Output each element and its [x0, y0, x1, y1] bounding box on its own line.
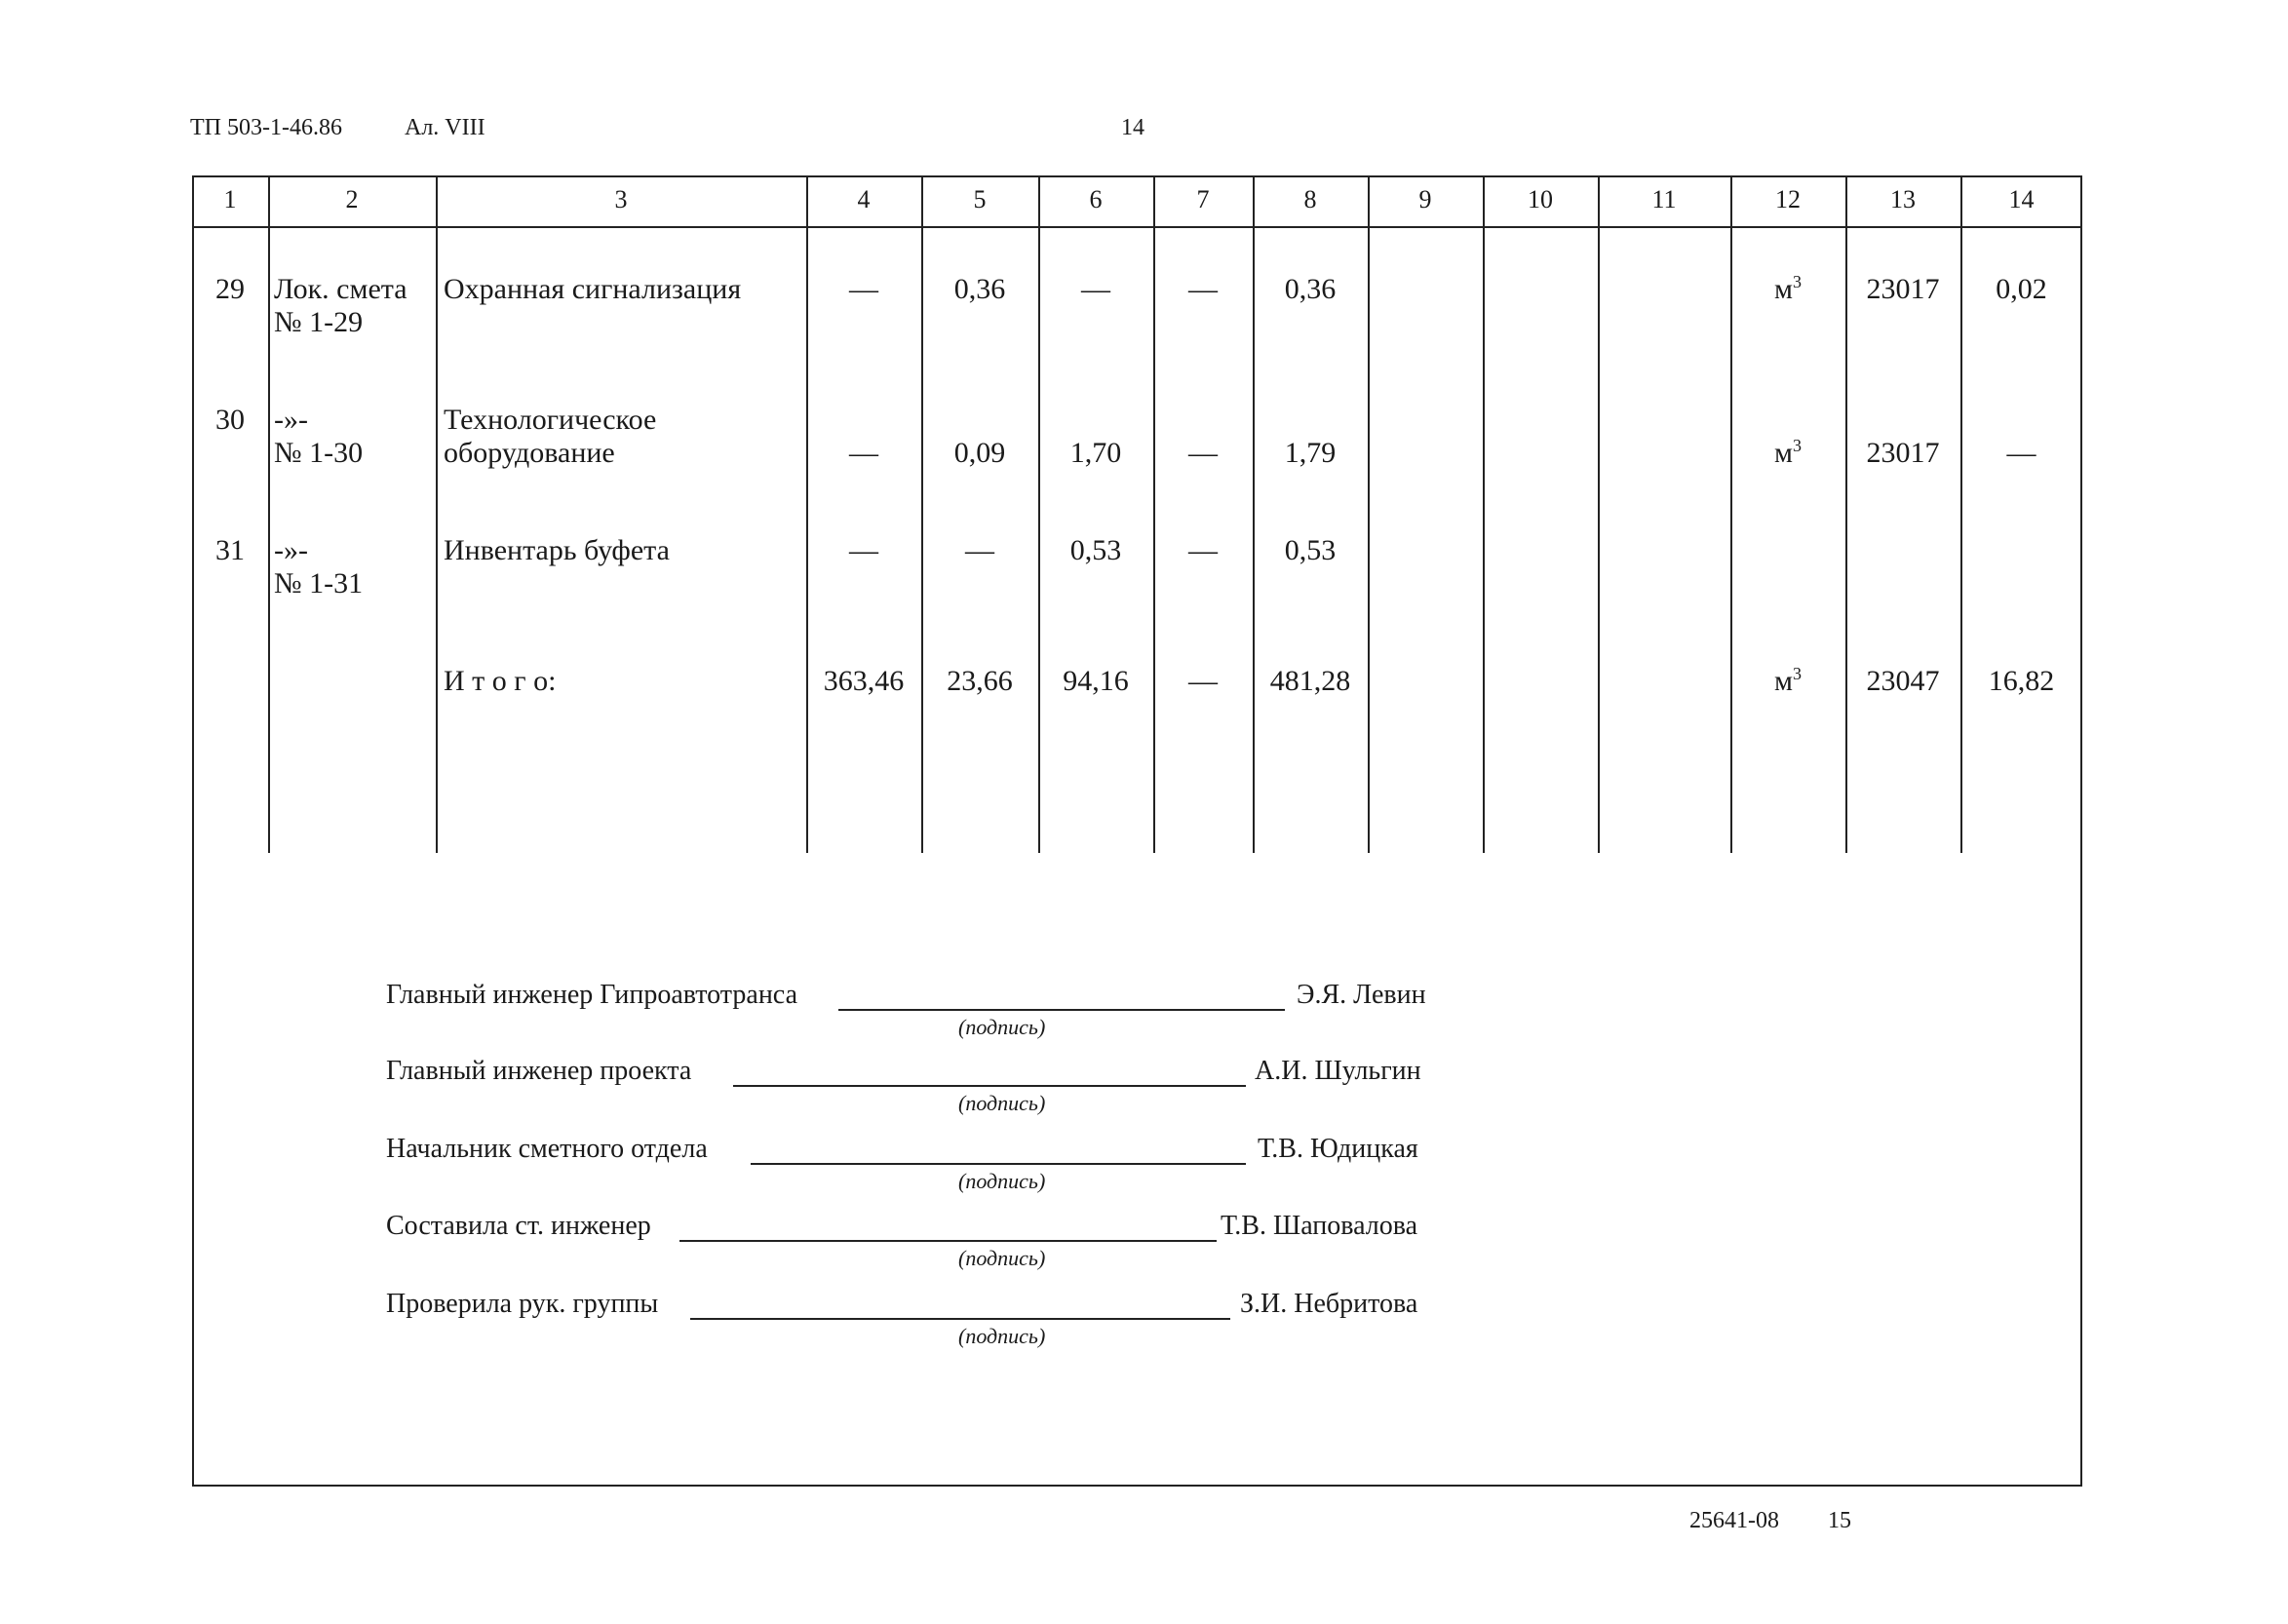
- unit-exponent: 3: [1792, 664, 1802, 683]
- cost-5: 23,66: [947, 665, 1013, 697]
- column-header: 11: [1651, 185, 1677, 213]
- item-name: Охранная сигнализация: [444, 273, 742, 305]
- signature-role: Главный инженер Гипроавтотранса: [386, 980, 797, 1010]
- signature-person: Т.В. Юдицкая: [1258, 1134, 1418, 1164]
- album-label: Ал. VIII: [405, 115, 485, 140]
- column-divider: [1598, 175, 1600, 853]
- column-header: 5: [973, 185, 987, 213]
- item-name: Технологическое: [444, 404, 657, 436]
- item-name: Инвентарь буфета: [444, 534, 670, 566]
- column-header: 8: [1303, 185, 1317, 213]
- row-number: 31: [215, 534, 245, 566]
- signature-line: [690, 1318, 1230, 1320]
- cost-14: —: [2006, 437, 2036, 469]
- cost-4: —: [849, 437, 878, 469]
- unit-cell: [1730, 665, 1845, 698]
- signature-line: [838, 1009, 1285, 1011]
- column-header: 10: [1528, 185, 1553, 213]
- price-code: 23047: [1866, 665, 1940, 697]
- cost-7: —: [1188, 665, 1218, 697]
- cost-6: 94,16: [1063, 665, 1129, 697]
- item-name-cont: оборудование: [444, 437, 615, 469]
- cost-6: —: [1081, 273, 1110, 305]
- unit-base: м: [1774, 437, 1793, 469]
- item-name: И т о г о:: [444, 665, 557, 697]
- column-divider: [1368, 175, 1370, 853]
- cost-14: 16,82: [1988, 665, 2055, 697]
- cost-7: —: [1188, 273, 1218, 305]
- unit-base: м: [1774, 273, 1793, 305]
- price-code: 23017: [1866, 437, 1940, 469]
- price-code: 23017: [1866, 273, 1940, 305]
- column-header: 14: [2008, 185, 2035, 213]
- row-number: 29: [215, 273, 245, 305]
- signature-line: [751, 1163, 1246, 1165]
- unit-base: м: [1774, 665, 1793, 697]
- column-header: 6: [1089, 185, 1103, 213]
- estimate-number: № 1-31: [274, 567, 364, 599]
- page-number: 14: [1121, 115, 1144, 140]
- cost-8: 1,79: [1284, 437, 1337, 469]
- signature-caption: (подпись): [958, 1324, 1046, 1348]
- cost-8: 0,53: [1284, 534, 1337, 566]
- row-number: 30: [215, 404, 245, 436]
- signature-caption: (подпись): [958, 1169, 1046, 1193]
- signature-person: А.И. Шульгин: [1255, 1056, 1421, 1086]
- signature-person: Э.Я. Левин: [1297, 980, 1426, 1010]
- estimate-ref: Лок. смета: [274, 273, 407, 305]
- signature-caption: (подпись): [958, 1091, 1046, 1115]
- signature-person: Т.В. Шаповалова: [1221, 1211, 1418, 1241]
- signature-line: [733, 1085, 1246, 1087]
- estimate-number: № 1-29: [274, 306, 364, 338]
- estimate-ref: -»-: [274, 404, 308, 436]
- signature-role: Главный инженер проекта: [386, 1056, 692, 1086]
- column-divider: [1483, 175, 1485, 853]
- column-divider: [436, 175, 438, 853]
- cost-5: 0,09: [953, 437, 1006, 469]
- cost-8: 481,28: [1269, 665, 1351, 697]
- footer-sheet: 15: [1828, 1508, 1851, 1533]
- estimate-ref: -»-: [274, 534, 308, 566]
- estimate-number: № 1-30: [274, 437, 364, 469]
- column-header: 4: [857, 185, 871, 213]
- cost-4: —: [849, 273, 878, 305]
- cost-5: 0,36: [953, 273, 1006, 305]
- footer-number: 25641-08: [1689, 1508, 1779, 1533]
- cost-7: —: [1188, 437, 1218, 469]
- signature-line: [679, 1240, 1217, 1242]
- unit-cell: [1730, 437, 1845, 470]
- cost-5: —: [965, 534, 994, 566]
- cost-8: 0,36: [1284, 273, 1337, 305]
- signature-person: З.И. Небритова: [1240, 1289, 1418, 1319]
- column-header: 7: [1196, 185, 1210, 213]
- column-header: 13: [1890, 185, 1916, 213]
- cost-4: —: [849, 534, 878, 566]
- doc-code: ТП 503-1-46.86: [190, 115, 342, 140]
- unit-exponent: 3: [1792, 436, 1802, 455]
- cost-6: 0,53: [1069, 534, 1122, 566]
- signature-caption: (подпись): [958, 1246, 1046, 1270]
- cost-6: 1,70: [1069, 437, 1122, 469]
- column-divider: [268, 175, 270, 853]
- cost-4: 363,46: [823, 665, 905, 697]
- column-header: 12: [1775, 185, 1801, 213]
- column-header: 9: [1418, 185, 1432, 213]
- column-header: 3: [614, 185, 628, 213]
- cost-7: —: [1188, 534, 1218, 566]
- header-divider: [192, 226, 2082, 228]
- column-header: 2: [345, 185, 359, 213]
- column-header: 1: [223, 185, 237, 213]
- signature-caption: (подпись): [958, 1015, 1046, 1039]
- unit-cell: [1730, 273, 1845, 306]
- signature-role: Начальник сметного отдела: [386, 1134, 708, 1164]
- cost-14: 0,02: [1996, 273, 2047, 305]
- signature-role: Проверила рук. группы: [386, 1289, 659, 1319]
- signature-role: Составила ст. инженер: [386, 1211, 651, 1241]
- unit-exponent: 3: [1792, 272, 1802, 291]
